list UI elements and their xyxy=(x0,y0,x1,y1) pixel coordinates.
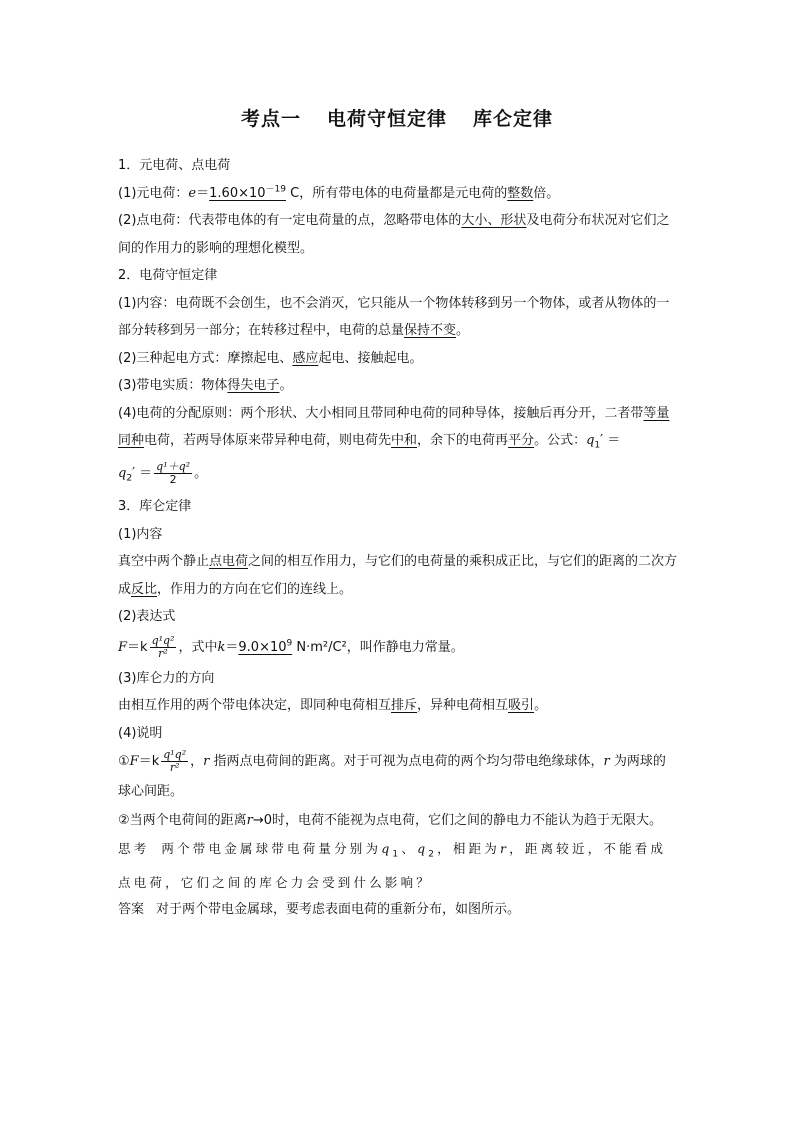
answer: 答案 对于两个带电金属球，要考虑表面电荷的重新分布，如图所示。 xyxy=(118,902,521,918)
section-2-item-3: (3)带电实质：物体得失电子。 xyxy=(118,378,293,393)
section-2-item-2: (2)三种起电方式：摩擦起电、感应起电、接触起电。 xyxy=(118,350,423,366)
section-2-item-1: (1)内容：电荷既不会创生，也不会消灭，它只能从一个物体转移到另一个物体，或者从物体的一部分转移到另一部分；在转移过程中，电荷的总量保持不变。 xyxy=(118,295,670,338)
document-body xyxy=(118,152,678,924)
page-title xyxy=(0,104,794,131)
think-question: 思考 两个带电金属球带电荷量分别为$q_1$、$q_2$，相距为r，距离较近，不能看成点电荷，它们之间的库仑力会受到什么影响？ xyxy=(118,840,667,890)
force-direction-line: 由相互作用的两个带电体决定，即同种电荷相互排斥，异种电荷相互吸引。 xyxy=(118,698,548,714)
section-3-sub-3: (3)库仑力的方向 xyxy=(118,670,215,686)
section-1-item-1: (1)元电荷：$e=1.60\times 10^{-19}$ C，所有带电体的电荷量都是元电荷的整数倍。 xyxy=(118,184,560,201)
section-3-content: 真空中两个静止点电荷之间的相互作用力，与它们的电荷量的乘积成正比，与它们的距离的二次方成反比，作用力的方向在它们的连线上。 xyxy=(118,554,678,597)
blank-inverse: 反比 xyxy=(131,581,158,597)
section-2-heading: 2．电荷守恒定律 xyxy=(118,268,218,283)
note-1: ①F＝k $\frac{\text{q¹q²}}{\text{r²}}$ ，r 指两点电荷间的距离。对于可视为点电荷的两个均匀带电绝缘球体，r 为两球的球心间距。 xyxy=(118,748,666,800)
blank-split-evenly: 平分 xyxy=(508,433,535,448)
note-2: ②当两个电荷间的距离r→0时，电荷不能视为点电荷，它们之间的静电力不能认为趋于无限大。 xyxy=(118,813,663,829)
title-part-3: 库仑定律 xyxy=(473,108,554,130)
blank-integer: 整数 xyxy=(507,185,534,201)
blank-keep-constant: 保持不变 xyxy=(404,323,457,338)
blank-electron-transfer: 得失电子 xyxy=(227,378,280,393)
blank-elementary-charge: $1.60\times 10^{-19}$ xyxy=(209,184,286,201)
blank-size-shape: 大小、形状 xyxy=(461,213,527,228)
coulomb-formula-line: F＝k $\frac{\text{q¹q²}}{\text{r²}}$ ，式中$k=9.0\times 10^9$ N·m²/C²，叫作静电力常量。 xyxy=(118,633,464,660)
coulomb-fraction: $\frac{\text{q¹q²}}{\text{r²}}$ xyxy=(151,633,175,660)
answer-label: 答案 xyxy=(118,902,145,918)
blank-repel: 排斥 xyxy=(391,698,418,714)
blank-equal-same: 等量同种 xyxy=(118,405,670,448)
blank-point-charge: 点电荷 xyxy=(209,554,249,570)
section-3-heading: 3．库仑定律 xyxy=(118,499,192,515)
blank-neutralize: 中和 xyxy=(391,433,418,448)
title-part-2: 电荷守恒定律 xyxy=(326,108,447,130)
section-1-item-2: (2)点电荷：代表带电体的有一定电荷量的点，忽略带电体的大小、形状及电荷分布状况对它们之间的作用力的影响的理想化模型。 xyxy=(118,213,670,256)
section-3-sub-4: (4)说明 xyxy=(118,725,163,741)
think-label: 思考 xyxy=(118,840,150,856)
charge-split-fraction: $\frac{\text{q¹＋q²}}{2}$ xyxy=(156,460,191,487)
blank-coulomb-constant: $9.0\times 10^9$ xyxy=(238,638,293,655)
section-3-sub-2: (2)表达式 xyxy=(118,609,176,625)
title-part-1: 考点一 xyxy=(240,108,301,130)
section-1-heading: 1．元电荷、点电荷 xyxy=(118,158,231,173)
note-fraction: $\frac{\text{q¹q²}}{\text{r²}}$ xyxy=(163,748,187,775)
section-2-item-4: (4)电荷的分配原则：两个形状、大小相同且带同种电荷的同种导体，接触后再分开，二者带等量同种电荷，若两导体原来带异种电荷，则电荷先中和，余下的电荷再平分。公式：$q_1'$ ＝ $q_2'$ ＝ $\frac{\text{q¹＋q²}}{2}$ 。 xyxy=(118,405,670,487)
section-3-sub-1: (1)内容 xyxy=(118,526,163,542)
blank-attract: 吸引 xyxy=(508,698,535,714)
blank-induction: 感应 xyxy=(292,350,319,366)
